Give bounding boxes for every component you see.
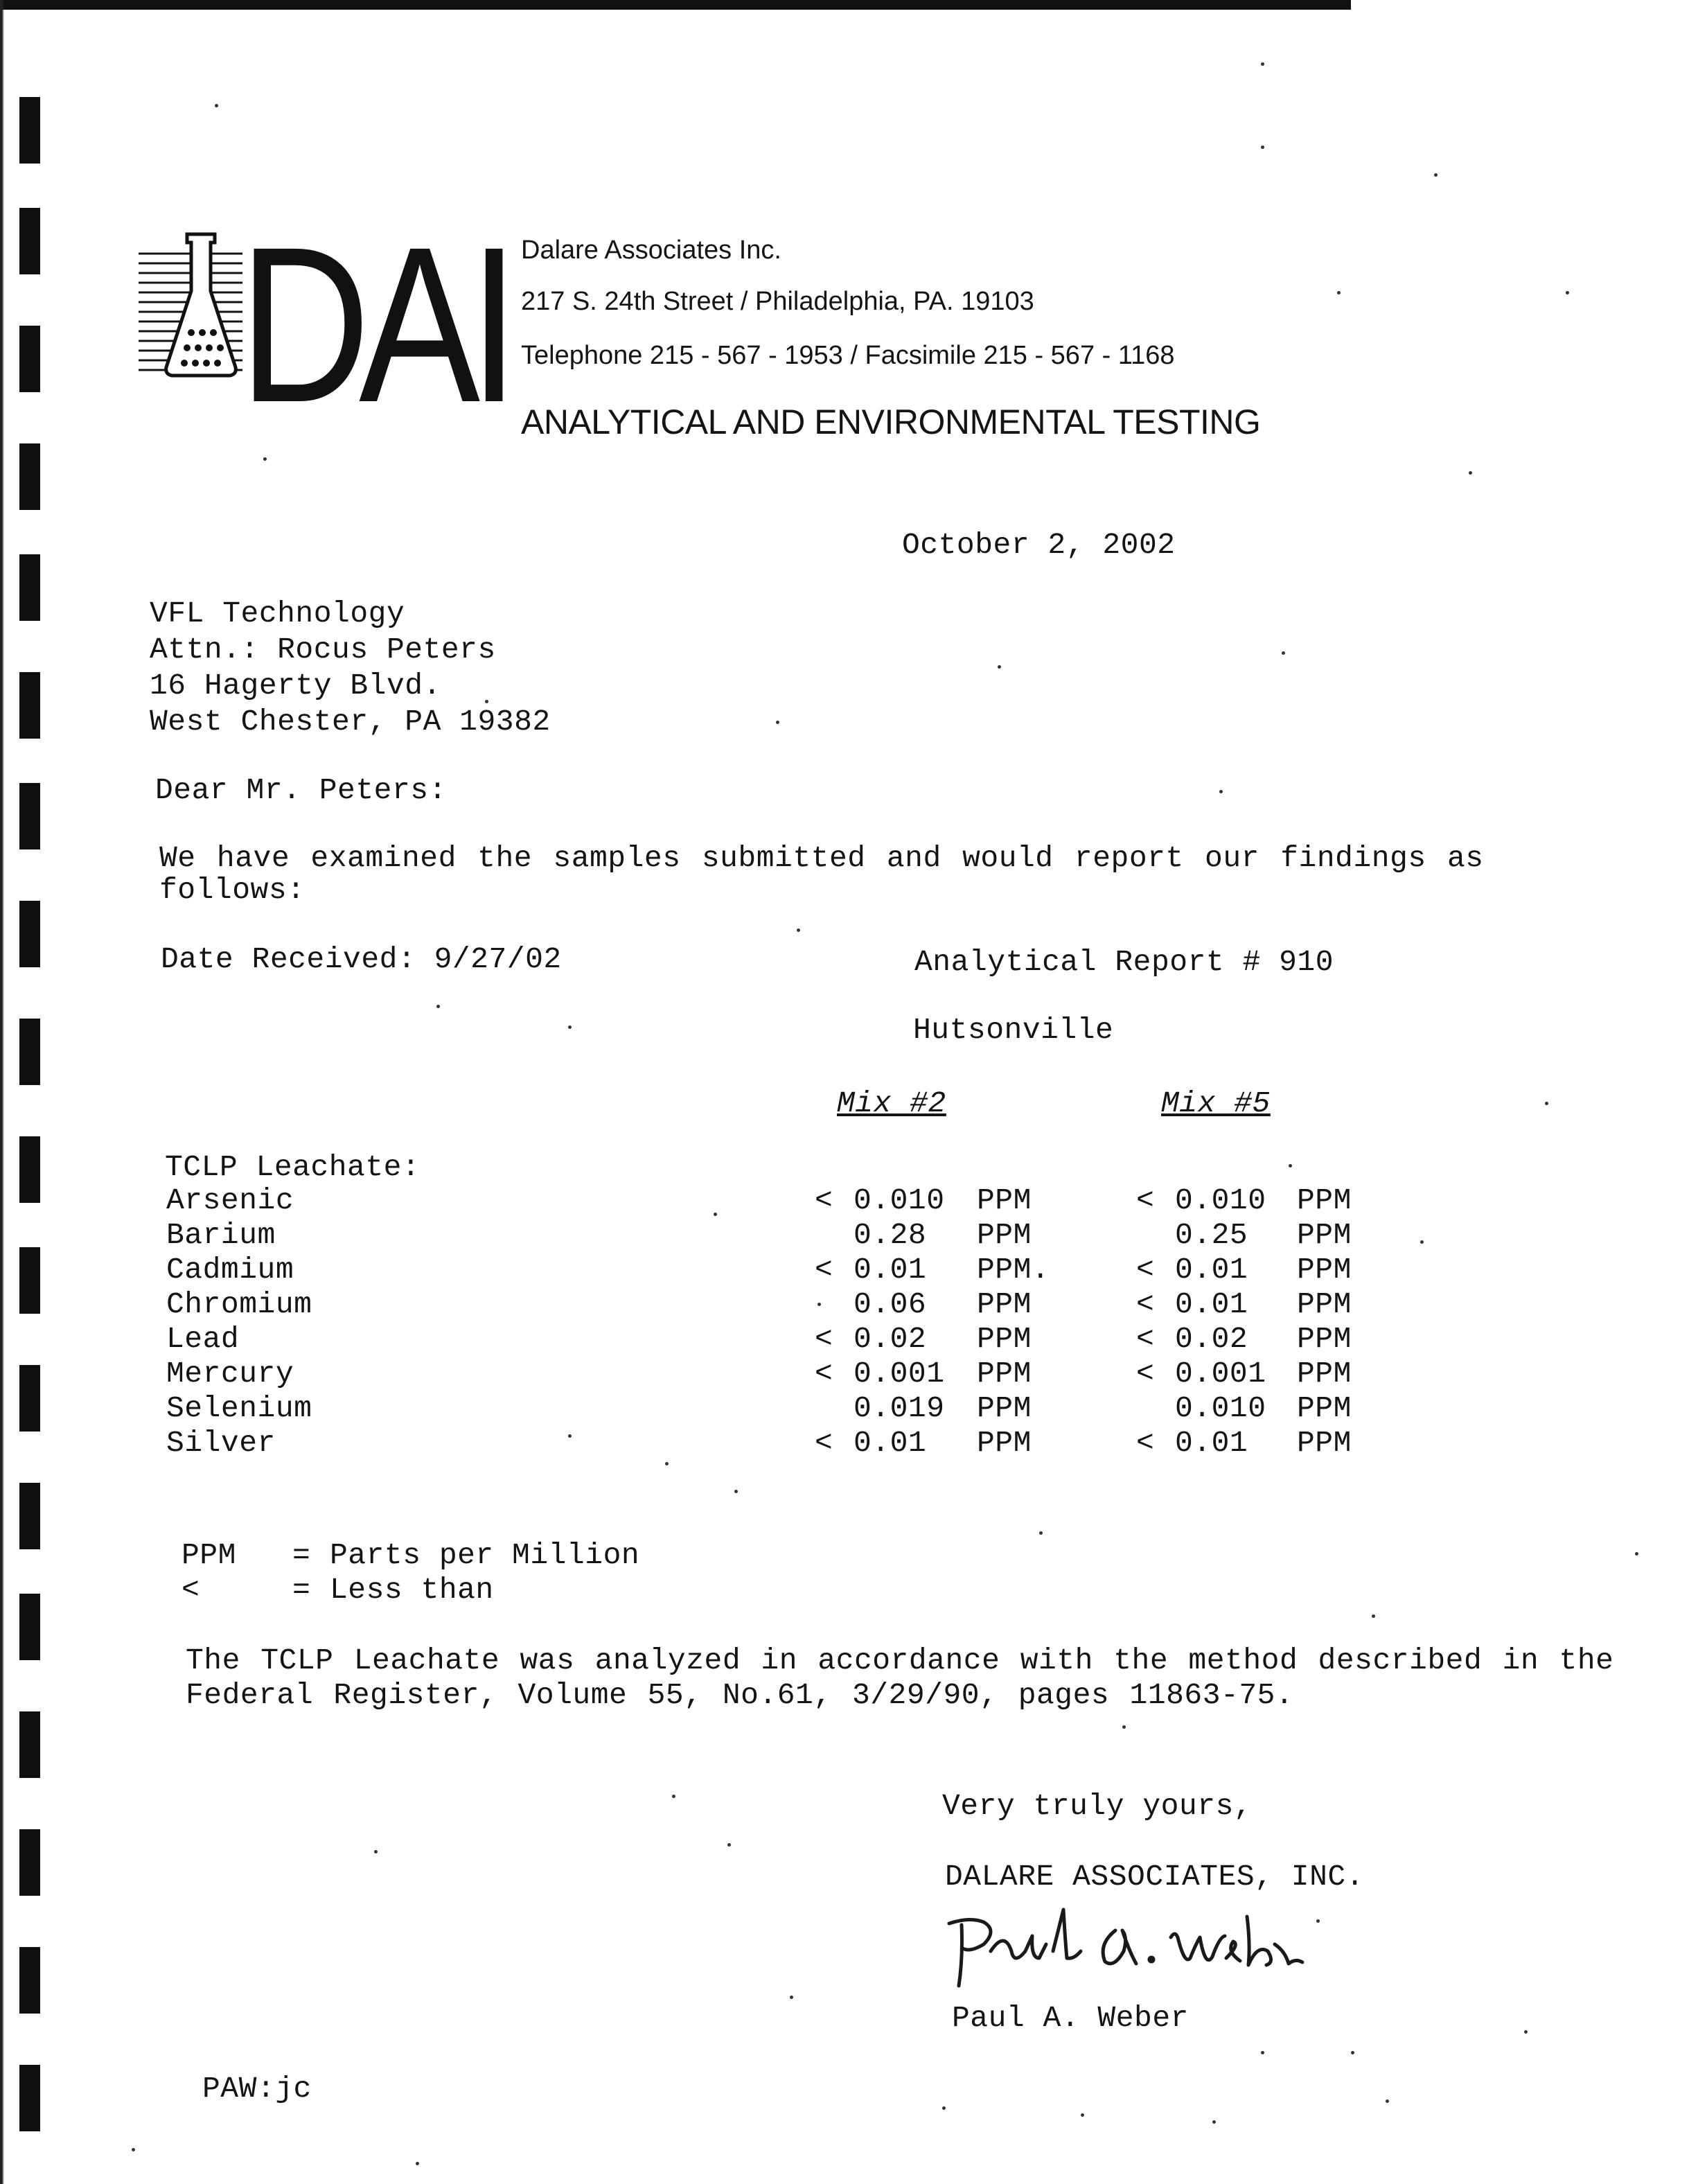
- legend-equals: =: [292, 1573, 311, 1607]
- binder-hole: [19, 2065, 40, 2131]
- binder-hole: [19, 1594, 40, 1660]
- company-address: 217 S. 24th Street / Philadelphia, PA. 19103: [521, 287, 1034, 316]
- mix-5-value: 0.010: [1175, 1391, 1266, 1425]
- scan-speck: [1420, 1240, 1424, 1244]
- scan-speck: [942, 2106, 946, 2110]
- binder-hole: [19, 326, 40, 392]
- scan-speck: [1386, 2099, 1389, 2103]
- legend-symbol: <: [182, 1573, 200, 1607]
- less-than-symbol: <: [1136, 1183, 1155, 1217]
- mix-5-value: 0.25: [1175, 1218, 1248, 1252]
- scan-speck: [436, 1005, 440, 1008]
- table-row: [0, 1253, 1455, 1287]
- signer-name: Paul A. Weber: [952, 2001, 1189, 2035]
- company-name: Dalare Associates Inc.: [521, 236, 781, 265]
- mix-5-unit: PPM: [1297, 1426, 1352, 1460]
- binder-hole: [19, 672, 40, 739]
- scan-speck: [797, 928, 800, 932]
- binder-hole: [19, 443, 40, 510]
- mix-2-unit: PPM: [977, 1183, 1032, 1217]
- analyte-name: Mercury: [166, 1357, 294, 1391]
- binder-hole: [19, 1019, 40, 1085]
- mix-2-value: 0.01: [854, 1253, 927, 1287]
- binder-hole: [19, 1947, 40, 2014]
- scan-speck: [1282, 651, 1285, 655]
- mix-5-unit: PPM: [1297, 1357, 1352, 1391]
- letter-date: October 2, 2002: [902, 528, 1176, 562]
- scan-speck: [790, 1996, 793, 1999]
- mix-5-unit: PPM: [1297, 1391, 1352, 1425]
- valediction: Very truly yours,: [942, 1789, 1253, 1823]
- mix-5-value: 0.001: [1175, 1357, 1266, 1391]
- mix-2-value: 0.019: [854, 1391, 945, 1425]
- report-number: Analytical Report # 910: [914, 945, 1334, 979]
- scan-speck: [1261, 2051, 1264, 2054]
- firm-name: DALARE ASSOCIATES, INC.: [945, 1860, 1364, 1894]
- scan-speck: [727, 1843, 731, 1847]
- mix-2-unit: PPM: [977, 1322, 1032, 1356]
- recipient-line: VFL Technology: [150, 597, 405, 631]
- table-row: [0, 1322, 1455, 1357]
- mix-2-unit: PPM: [977, 1287, 1032, 1321]
- scan-speck: [1081, 2113, 1084, 2117]
- scan-speck: [1261, 146, 1264, 149]
- date-received: Date Received: 9/27/02: [161, 942, 562, 976]
- scan-speck: [1372, 1614, 1375, 1618]
- scan-speck: [568, 1434, 572, 1438]
- less-than-symbol: <: [1136, 1322, 1155, 1356]
- logo-wordmark: DAI: [239, 200, 508, 448]
- typist-initials: PAW:jc: [202, 2072, 312, 2106]
- mix-5-unit: PPM: [1297, 1253, 1352, 1287]
- scan-speck: [263, 457, 267, 461]
- scan-speck: [1469, 471, 1472, 475]
- scan-edge-left: [0, 0, 7, 2184]
- scan-speck: [734, 1490, 738, 1493]
- scan-speck: [568, 1025, 572, 1029]
- recipient-line: Attn.: Rocus Peters: [150, 633, 496, 667]
- company-phone: Telephone 215 - 567 - 1953 / Facsimile 215 - 567 - 1168: [521, 341, 1175, 370]
- mix-5-value: 0.01: [1175, 1253, 1248, 1287]
- legend-meaning: Less than: [330, 1573, 494, 1607]
- scan-speck: [998, 665, 1001, 669]
- mix-5-value: 0.01: [1175, 1287, 1248, 1321]
- analyte-name: Chromium: [166, 1287, 312, 1321]
- analyte-name: Cadmium: [166, 1253, 294, 1287]
- scan-speck: [1434, 173, 1438, 177]
- legend-meaning: Parts per Million: [330, 1538, 640, 1572]
- mix-5-unit: PPM: [1297, 1183, 1352, 1217]
- recipient-line: West Chester, PA 19382: [150, 705, 551, 739]
- scan-speck: [485, 700, 488, 703]
- scan-speck: [1219, 790, 1223, 793]
- analyte-name: Selenium: [166, 1391, 312, 1425]
- less-than-symbol: <: [1136, 1426, 1155, 1460]
- scan-speck: [665, 1462, 669, 1465]
- section-label: TCLP Leachate:: [165, 1150, 421, 1184]
- company-tagline: ANALYTICAL AND ENVIRONMENTAL TESTING: [521, 403, 1261, 441]
- mix-5-unit: PPM: [1297, 1218, 1352, 1252]
- binder-hole: [19, 1829, 40, 1896]
- less-than-symbol: <: [815, 1183, 833, 1217]
- scan-speck: [1261, 62, 1264, 66]
- analyte-name: Lead: [166, 1322, 240, 1356]
- scan-speck: [1545, 1102, 1548, 1105]
- less-than-symbol: <: [1136, 1357, 1155, 1391]
- binder-hole: [19, 783, 40, 849]
- scan-speck: [1351, 2051, 1354, 2054]
- signature: [942, 1903, 1316, 2007]
- analyte-name: Arsenic: [166, 1183, 294, 1217]
- intro-paragraph: We have examined the samples submitted and would report our findings as follows:: [159, 841, 1484, 907]
- column-header-mix-5: Mix #5: [1161, 1086, 1271, 1120]
- less-than-symbol: <: [815, 1357, 833, 1391]
- scan-speck: [132, 2148, 135, 2151]
- scan-speck: [215, 104, 218, 107]
- binder-hole: [19, 97, 40, 164]
- salutation: Dear Mr. Peters:: [155, 773, 447, 807]
- analyte-name: Barium: [166, 1218, 276, 1252]
- mix-5-unit: PPM: [1297, 1287, 1352, 1321]
- mix-5-unit: PPM: [1297, 1322, 1352, 1356]
- scan-speck: [672, 1795, 675, 1798]
- scan-speck: [1122, 1725, 1126, 1729]
- binder-hole: [19, 1483, 40, 1549]
- method-note: The TCLP Leachate was analyzed in accordance with the method described in the Federal Register, Volume 55, No.61, 3/29/90, pages 11863-75.: [186, 1644, 1614, 1712]
- mix-2-unit: PPM.: [977, 1253, 1050, 1287]
- mix-2-value: 0.010: [854, 1183, 945, 1217]
- binder-hole: [19, 554, 40, 621]
- scan-edge-top: [0, 0, 1351, 10]
- table-row: [0, 1357, 1455, 1391]
- mix-2-unit: PPM: [977, 1391, 1032, 1425]
- legend-symbol: PPM: [182, 1538, 236, 1572]
- mix-2-unit: PPM: [977, 1426, 1032, 1460]
- table-row: [0, 1426, 1455, 1461]
- mix-2-value: 0.001: [854, 1357, 945, 1391]
- mix-2-value: 0.06: [854, 1287, 927, 1321]
- binder-hole: [19, 1711, 40, 1778]
- scan-speck: [1316, 1919, 1320, 1923]
- mix-2-unit: PPM: [977, 1357, 1032, 1391]
- mix-2-value: 0.28: [854, 1218, 927, 1252]
- binder-hole: [19, 208, 40, 274]
- mix-2-value: 0.02: [854, 1322, 927, 1356]
- scan-speck: [416, 2162, 419, 2165]
- less-than-symbol: <: [815, 1426, 833, 1460]
- table-row: [0, 1218, 1455, 1253]
- mix-2-value: 0.01: [854, 1426, 927, 1460]
- less-than-symbol: <: [815, 1253, 833, 1287]
- scan-speck: [1635, 1552, 1638, 1556]
- table-row: [0, 1287, 1455, 1322]
- analyte-name: Silver: [166, 1426, 276, 1460]
- table-row: [0, 1183, 1455, 1218]
- site-name: Hutsonville: [913, 1013, 1114, 1047]
- scan-speck: [1212, 2120, 1216, 2124]
- mix-2-unit: PPM: [977, 1218, 1032, 1252]
- less-than-symbol: <: [1136, 1287, 1155, 1321]
- table-row: [0, 1391, 1455, 1426]
- less-than-symbol: <: [1136, 1253, 1155, 1287]
- scan-speck: [1039, 1531, 1043, 1535]
- mix-5-value: 0.01: [1175, 1426, 1248, 1460]
- scan-speck: [714, 1213, 717, 1216]
- scan-speck: [1566, 291, 1569, 294]
- recipient-line: 16 Hagerty Blvd.: [150, 669, 441, 703]
- scan-speck: [374, 1850, 378, 1853]
- scan-speck: [1289, 1164, 1292, 1168]
- scan-speck: [1524, 2030, 1528, 2034]
- binder-hole: [19, 901, 40, 967]
- legend-equals: =: [292, 1538, 311, 1572]
- recipient-address: [150, 596, 551, 740]
- scan-speck: [1337, 291, 1341, 294]
- scan-speck: [817, 1303, 821, 1306]
- column-header-mix-2: Mix #2: [837, 1086, 946, 1120]
- less-than-symbol: <: [815, 1322, 833, 1356]
- mix-5-value: 0.02: [1175, 1322, 1248, 1356]
- scan-speck: [776, 721, 779, 724]
- mix-5-value: 0.010: [1175, 1183, 1266, 1217]
